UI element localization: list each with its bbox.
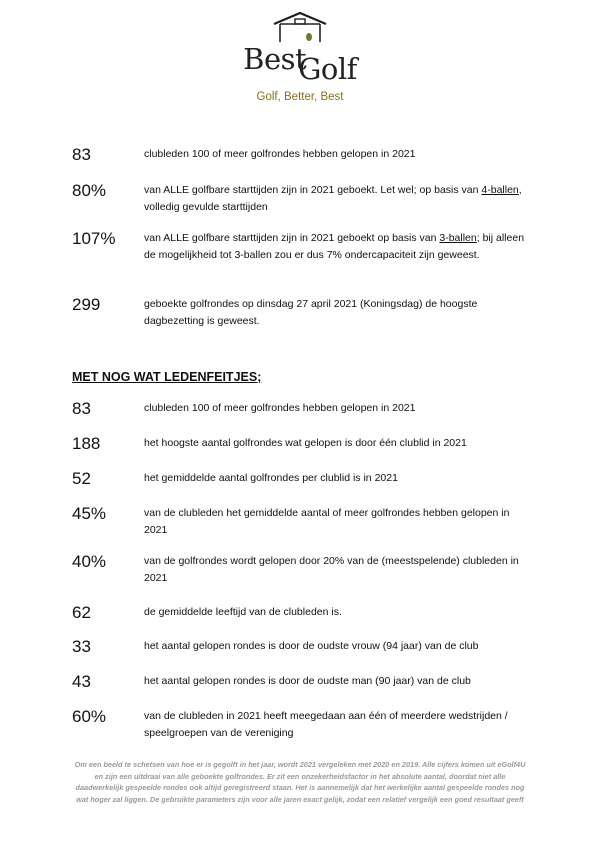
underlined-term: 4-ballen bbox=[481, 184, 519, 196]
stat-row bbox=[72, 505, 532, 539]
stat-description: clubleden 100 of meer golfrondes hebben gelopen in 2021 bbox=[144, 148, 416, 160]
stat-value: 83 bbox=[72, 399, 91, 418]
stat-row bbox=[72, 230, 532, 264]
stat-description: van ALLE golfbare starttijden zijn in 2021 geboekt op basis van 3-ballen; bij alleen de mogelijkheid tot 3-ballen zou er dus 7% ondercapaciteit zijn geweest. bbox=[144, 232, 525, 261]
underlined-term: 3-ballen bbox=[439, 232, 477, 244]
logo bbox=[0, 0, 600, 120]
stat-description: de gemiddelde leeftijd van de clubleden is. bbox=[144, 606, 342, 618]
stat-value: 83 bbox=[72, 145, 91, 164]
clubhouse-icon bbox=[272, 10, 328, 46]
stat-description: het hoogste aantal golfrondes wat gelopen is door één clublid in 2021 bbox=[144, 437, 467, 449]
stat-value: 107% bbox=[72, 229, 116, 248]
stat-value: 60% bbox=[72, 707, 107, 726]
stat-value: 188 bbox=[72, 434, 101, 453]
stat-row bbox=[72, 604, 532, 622]
stat-row bbox=[72, 638, 532, 656]
stat-description: van de clubleden in 2021 heeft meegedaan aan één of meerdere wedstrijden / speelgroepen van de vereniging bbox=[144, 710, 508, 739]
stat-value: 45% bbox=[72, 504, 107, 523]
stat-row bbox=[72, 400, 532, 418]
stat-description: van de golfrondes wordt gelopen door 20% van de (meestspelende) clubleden in 2021 bbox=[144, 555, 519, 584]
stat-description: het aantal gelopen rondes is door de oudste man (90 jaar) van de club bbox=[144, 675, 471, 687]
stat-description: het gemiddelde aantal golfrondes per clublid is in 2021 bbox=[144, 472, 398, 484]
stat-value: 43 bbox=[72, 672, 91, 691]
stat-value: 33 bbox=[72, 637, 91, 656]
stat-row bbox=[72, 296, 532, 330]
logo-wordmark bbox=[0, 42, 600, 86]
stat-value: 80% bbox=[72, 181, 107, 200]
stat-description: van de clubleden het gemiddelde aantal of meer golfrondes hebben gelopen in 2021 bbox=[144, 507, 510, 536]
section-title: MET NOG WAT LEDENFEITJES; bbox=[72, 370, 262, 384]
stat-description: het aantal gelopen rondes is door de oudste vrouw (94 jaar) van de club bbox=[144, 640, 479, 652]
logo-word-golf: Golf bbox=[298, 52, 357, 86]
stat-description: van ALLE golfbare starttijden zijn in 2021 geboekt. Let wel; op basis van 4-ballen, volledig gevulde starttijden bbox=[144, 184, 522, 213]
stat-value: 40% bbox=[72, 552, 107, 571]
stat-value: 52 bbox=[72, 469, 91, 488]
stat-description: geboekte golfrondes op dinsdag 27 april 2021 (Koningsdag) de hoogste dagbezetting is geweest. bbox=[144, 298, 478, 327]
stat-row bbox=[72, 182, 532, 216]
stat-value: 299 bbox=[72, 295, 101, 314]
stat-row bbox=[72, 553, 532, 587]
logo-tagline: Golf, Better, Best bbox=[256, 91, 344, 103]
stat-row bbox=[72, 435, 532, 453]
stat-row bbox=[72, 708, 532, 742]
stat-row bbox=[72, 146, 532, 164]
stat-row bbox=[72, 673, 532, 691]
stat-value: 62 bbox=[72, 603, 91, 622]
stat-description: clubleden 100 of meer golfrondes hebben gelopen in 2021 bbox=[144, 402, 416, 414]
stat-row bbox=[72, 470, 532, 488]
footnote: Om een beeld te schetsen van hoe er is gegolft in het jaar, wordt 2021 vergeleken met 2020 en 2019. Alle cijfers komen uit eGolf4U en zijn een uitdraai van alle geboekte golfrondes. Er zit een onzekerheidsfactor in het absolute aantal, doordat niet alle daadwerkelijk gespeelde rondes ook altijd geregistreerd staan. Het is aannemelijk dat het werkelijke aantal gespeelde rondes nog wat hoger zal liggen. De gebruikte parameters zijn voor alle jaren exact gelijk, zodat een relatief vergelijk een goed resultaat geeft bbox=[74, 760, 526, 804]
logo-word-best: Best bbox=[243, 42, 307, 76]
